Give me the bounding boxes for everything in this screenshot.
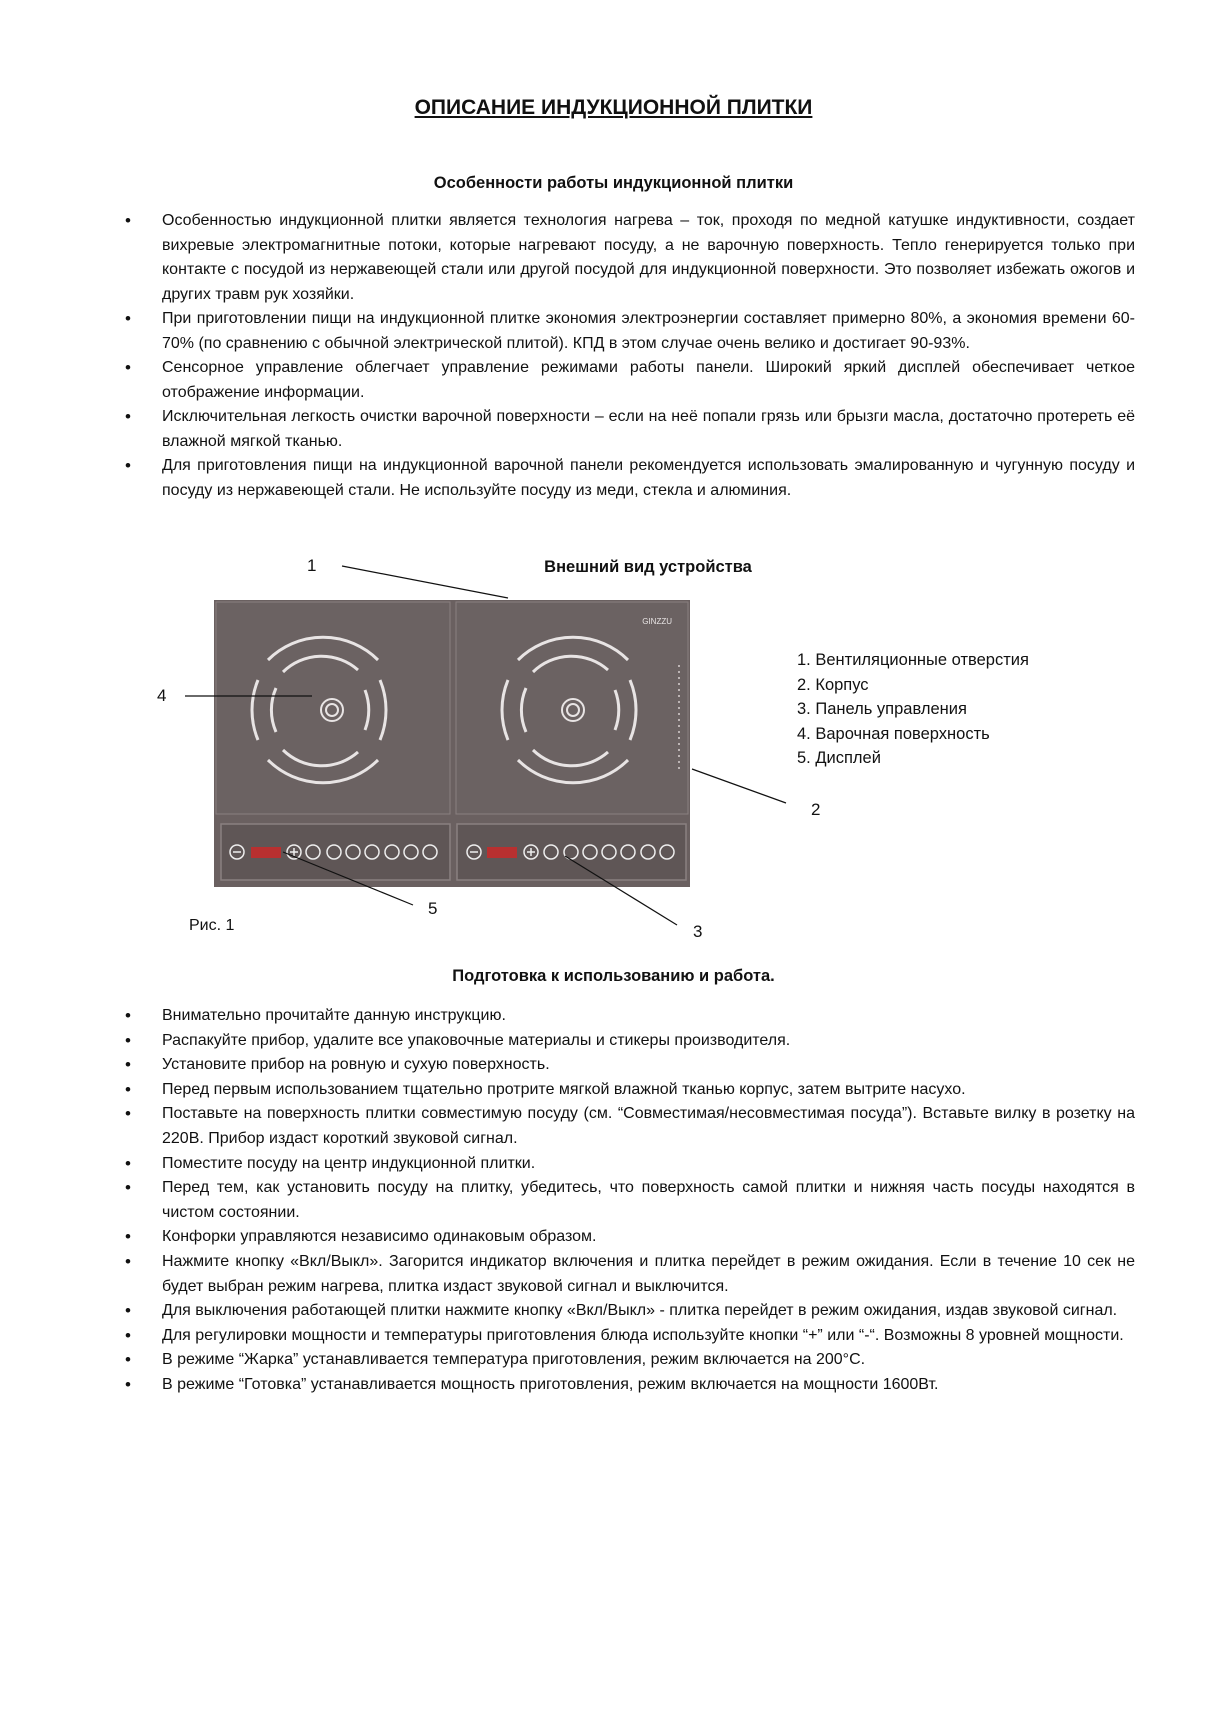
list-item: • Установите прибор на ровную и сухую поверхность. [125,1053,1135,1078]
legend-item: 2. Корпус [797,675,869,694]
list-item: • Для выключения работающей плитки нажмите кнопку «Вкл/Выкл» - плитка перейдет в режим ожидания, издав звуковой сигнал. [125,1299,1135,1324]
list-item: • При приготовлении пищи на индукционной плитке экономия электроэнергии составляет примерно 80%, а экономия времени 60-70% (по сравнению с обычной электрической плитой). КПД в этом случае очень велико и достигает 90-93%. [125,307,1135,356]
callout-4: 4 [157,686,167,705]
figure-heading: Внешний вид устройства [544,558,752,576]
figure-caption: Рис. 1 [189,917,235,934]
list-item: • Поместите посуду на центр индукционной плитки. [125,1152,1135,1177]
list-item: • Конфорки управляются независимо одинаковым образом. [125,1225,1135,1250]
list-item: • Поставьте на поверхность плитки совместимую посуду (см. “Совместимая/несовместимая посуда”). Вставьте вилку в розетку на 220В. Прибор издаст короткий звуковой сигнал. [125,1102,1135,1151]
figure-legend [797,648,1029,771]
legend-item: 5. Дисплей [797,749,881,767]
section1-heading: Особенности работы индукционной плитки [433,174,794,192]
list-item: • Особенностью индукционной плитки является технология нагрева – ток, проходя по медной катушке индуктивности, создает вихревые электромагнитные потоки, которые нагревают посуду, а не варочную поверхность. Тепло генерируется только при контакте с посудой из нержавеющей стали или другой посудой для индукционной поверхности. Это позволяет избежать ожогов и других травм рук хозяйки. [125,209,1135,307]
list-item: • Исключительная легкость очистки варочной поверхности – если на неё попали грязь или брызги масла, достаточно протереть её влажной мягкой тканью. [125,405,1135,454]
list-item: • В режиме “Готовка” устанавливается мощность приготовления, режим включается на мощности 1600Вт. [125,1373,1135,1398]
callout-2: 2 [811,800,821,819]
usage-list [125,1004,1135,1398]
list-item: • Для приготовления пищи на индукционной варочной панели рекомендуется использовать эмалированную и чугунную посуду и посуду из нержавеющей стали. Не используйте посуду из меди, стекла и алюминия. [125,454,1135,503]
list-item: • Распакуйте прибор, удалите все упаковочные материалы и стикеры производителя. [125,1029,1135,1054]
list-item: • Перед тем, как установить посуду на плитку, убедитесь, что поверхность самой плитки и нижняя часть посуды находятся в чистом состоянии. [125,1176,1135,1225]
display-icon [251,847,281,858]
callout-5: 5 [428,899,438,918]
brand-logo: GINZZU [642,617,672,626]
list-item: • Для регулировки мощности и температуры приготовления блюда используйте кнопки “+” или “-“. Возможны 8 уровней мощности. [125,1324,1135,1349]
callout-3: 3 [693,922,703,941]
list-item: • Нажмите кнопку «Вкл/Выкл». Загорится индикатор включения и плитка перейдет в режим ожидания. Если в течение 10 сек не будет выбран режим нагрева, плитка издаст звуковой сигнал и выключится. [125,1250,1135,1299]
list-item: • В режиме “Жарка” устанавливается температура приготовления, режим включается на 200°С. [125,1348,1135,1373]
display-icon [487,847,517,858]
legend-item: 4. Варочная поверхность [797,724,990,743]
section2-heading: Подготовка к использованию и работа. [452,967,775,985]
legend-item: 3. Панель управления [797,700,967,718]
list-item: • Сенсорное управление облегчает управление режимами работы панели. Широкий яркий дисплей обеспечивает четкое отображение информации. [125,356,1135,405]
legend-item: 1. Вентиляционные отверстия [797,651,1029,669]
callout-1: 1 [307,556,317,575]
list-item: • Внимательно прочитайте данную инструкцию. [125,1004,1135,1029]
document-title: ОПИСАНИЕ ИНДУКЦИОННОЙ ПЛИТКИ [414,96,813,119]
list-item: • Перед первым использованием тщательно протрите мягкой влажной тканью корпус, затем вытрите насухо. [125,1078,1135,1103]
